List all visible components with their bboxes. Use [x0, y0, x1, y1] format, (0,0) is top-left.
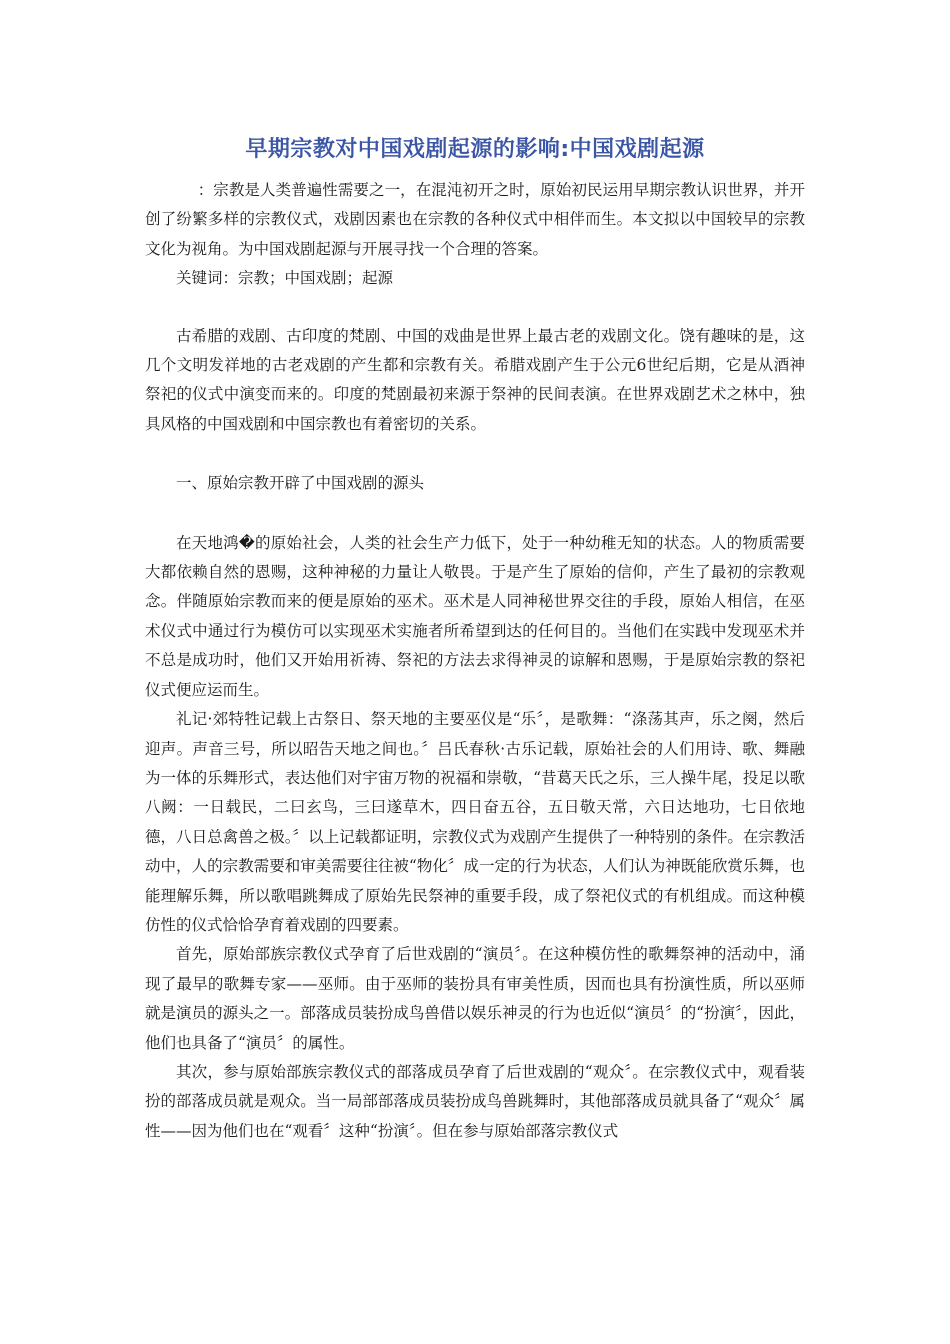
- spacer: [145, 439, 805, 469]
- body-paragraph-3: 首先，原始部族宗教仪式孕育了后世戏剧的“演员〞。在这种模仿性的歌舞祭神的活动中，涌现了最早的歌舞专家——巫师。由于巫师的装扮具有审美性质，因而也具有扮演性质，所以巫师就是演员的源头之一。部落成员装扮成鸟兽借以娱乐神灵的行为也近似“演员〞的“扮演〞，因此，他们也具备了“演员〞的属性。: [145, 945, 805, 1052]
- body-paragraph-4: 其次，参与原始部族宗教仪式的部落成员孕育了后世戏剧的“观众〞。在宗教仪式中，观看装扮的部落成员就是观众。当一局部部落成员装扮成鸟兽跳舞时，其他部落成员就具备了“观众〞属性——因为他们也在“观看〞这种“扮演〞。但在参与原始部落宗教仪式: [145, 1062, 805, 1140]
- document-page: [145, 128, 805, 1146]
- keywords-line: 关键词：宗教；中国戏剧；起源: [176, 269, 394, 288]
- intro-paragraph: 古希腊的戏剧、古印度的梵剧、中国的戏曲是世界上最古老的戏剧文化。饶有趣味的是，这几个文明发祥地的古老戏剧的产生都和宗教有关。希腊戏剧产生于公元6世纪后期，它是从酒神祭祀的仪式中演变而来的。印度的梵剧最初来源于祭神的民间表演。在世界戏剧艺术之林中，独具风格的中国戏剧和中国宗教也有着密切的关系。: [145, 326, 805, 433]
- body-paragraph-1: 在天地鸿�的原始社会，人类的社会生产力低下，处于一种幼稚无知的状态。人的物质需要大都依赖自然的恩赐，这种神秘的力量让人敬畏。于是产生了原始的信仰，产生了最初的宗教观念。伴随原始宗教而来的便是原始的巫术。巫术是人同神秘世界交往的手段，原始人相信，在巫术仪式中通过行为模仿可以实现巫术实施者所希望到达的任何目的。当他们在实践中发现巫术并不总是成功时，他们又开始用祈祷、祭祀的方法去求得神灵的谅解和恩赐，于是原始宗教的祭祀仪式便应运而生。: [145, 533, 805, 699]
- document-title: 早期宗教对中国戏剧起源的影响:中国戏剧起源: [245, 137, 705, 162]
- abstract-paragraph: ：宗教是人类普遍性需要之一，在混沌初开之时，原始初民运用早期宗教认识世界，并开创了纷繁多样的宗教仪式，戏剧因素也在宗教的各种仪式中相伴而生。本文拟以中国较早的宗教文化为视角。为中国戏剧起源与开展寻找一个合理的答案。: [145, 181, 805, 258]
- spacer: [145, 499, 805, 529]
- spacer: [145, 294, 805, 322]
- section-heading: 一、原始宗教开辟了中国戏剧的源头: [176, 474, 425, 493]
- body-paragraph-2: 礼记·郊特牲记载上古祭日、祭天地的主要巫仪是“乐〞，是歌舞：“涤荡其声，乐之阕，然后迎声。声音三号，所以昭告天地之间也。〞吕氏春秋·古乐记载，原始社会的人们用诗、歌、舞融为一体的乐舞形式，表达他们对宇宙万物的祝福和崇敬，“昔葛天氏之乐，三人操牛尾，投足以歌八阙：一日载民，二曰玄鸟，三曰遂草木，四日奋五谷，五日敬天常，六日达地功，七日依地德，八日总禽兽之极。〞以上记载都证明，宗教仪式为戏剧产生提供了一种特别的条件。在宗教活动中，人的宗教需要和审美需要往往被“物化〞成一定的行为状态，人们认为神既能欣赏乐舞，也能理解乐舞，所以歌唱跳舞成了原始先民祭神的重要手段，成了祭祀仪式的有机组成。而这种模仿性的仪式恰恰孕育着戏剧的四要素。: [145, 710, 805, 934]
